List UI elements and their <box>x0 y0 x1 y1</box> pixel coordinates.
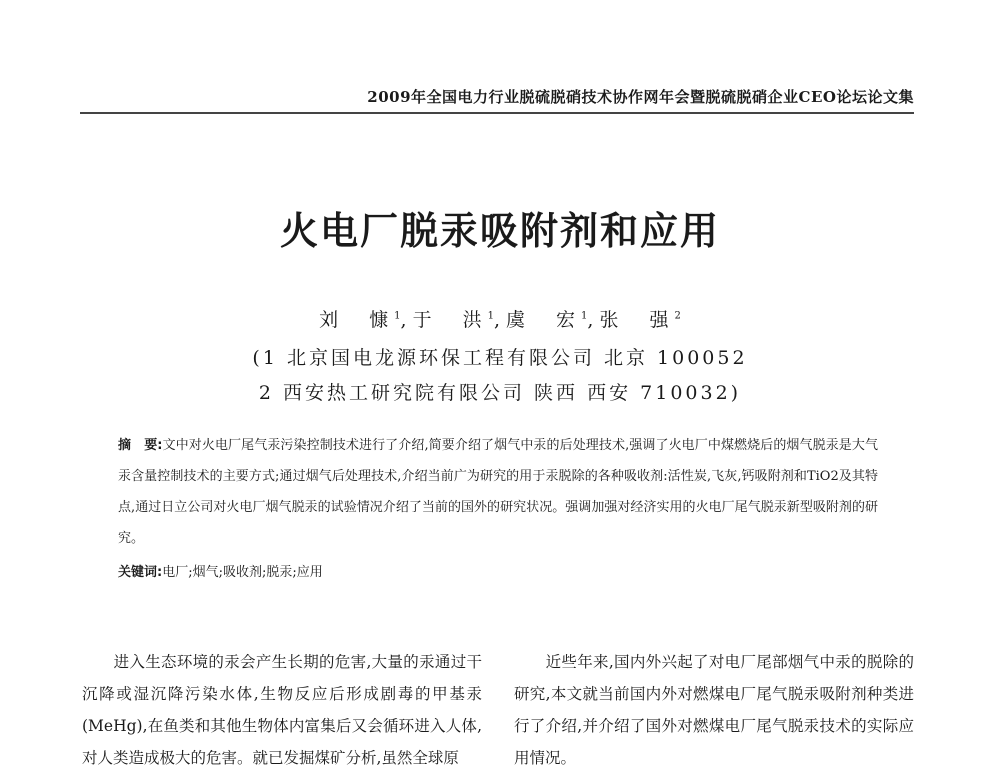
header-rule <box>80 112 914 114</box>
author-name: 刘 慷 <box>319 309 395 331</box>
abstract-text: 文中对火电厂尾气汞污染控制技术进行了介绍,简要介绍了烟气中汞的后处理技术,强调了火电厂中煤燃烧后的烟气脱汞是大气汞含量控制技术的主要方式;通过烟气后处理技术,介绍当前广为研究的用于汞脱除的各种吸收剂:活性炭,飞灰,钙吸附剂和TiO2及其特点,通过日立公司对火电厂烟气脱汞的试验情况介绍了当前的国外的研究状况。强调加强对经济实用的火电厂尾气脱汞新型吸附剂的研究。 <box>118 438 878 546</box>
author-name: 张 强 <box>599 309 675 331</box>
keywords <box>118 560 878 586</box>
author-list <box>0 305 1000 332</box>
author-separator: , <box>493 309 507 331</box>
author-name: 于 洪 <box>412 309 488 331</box>
author-affiliation-mark: 1 <box>581 310 588 322</box>
paper-title: 火电厂脱汞吸附剂和应用 <box>279 209 720 253</box>
body-column-left: 进入生态环境的汞会产生长期的危害,大量的汞通过干沉降或湿沉降污染水体,生物反应后形成剧毒的甲基汞(MeHg),在鱼类和其他生物体内富集后又会循环进入人体,对人类造成极大的危害。就已发掘煤矿分析,虽然全球原 <box>82 653 482 767</box>
author-name: 虞 宏 <box>506 309 582 331</box>
keywords-text: 电厂;烟气;吸收剂;脱汞;应用 <box>162 565 323 580</box>
abstract-label: 摘 要: <box>118 438 163 453</box>
author-affiliation-mark: 1 <box>487 310 494 322</box>
running-header: 2009年全国电力行业脱硫脱硝技术协作网年会暨脱硫脱硝企业CEO论坛论文集 <box>367 88 914 106</box>
keywords-label: 关键词: <box>118 565 163 580</box>
author-separator: , <box>587 309 600 331</box>
affiliation-line-1: (1 北京国电龙源环保工程有限公司 北京 100052 <box>252 347 748 369</box>
author-affiliation-mark: 1 <box>394 310 401 322</box>
affiliation-line-2: 2 西安热工研究院有限公司 陕西 西安 710032) <box>258 382 742 404</box>
abstract <box>118 430 878 554</box>
body-column-right: 近些年来,国内外兴起了对电厂尾部烟气中汞的脱除的研究,本文就当前国内外对燃煤电厂尾气脱汞吸附剂种类进行了介绍,并介绍了国外对燃煤电厂尾气脱汞技术的实际应用情况。 <box>514 653 914 767</box>
author-affiliation-mark: 2 <box>674 310 681 322</box>
author-separator: , <box>400 309 413 331</box>
